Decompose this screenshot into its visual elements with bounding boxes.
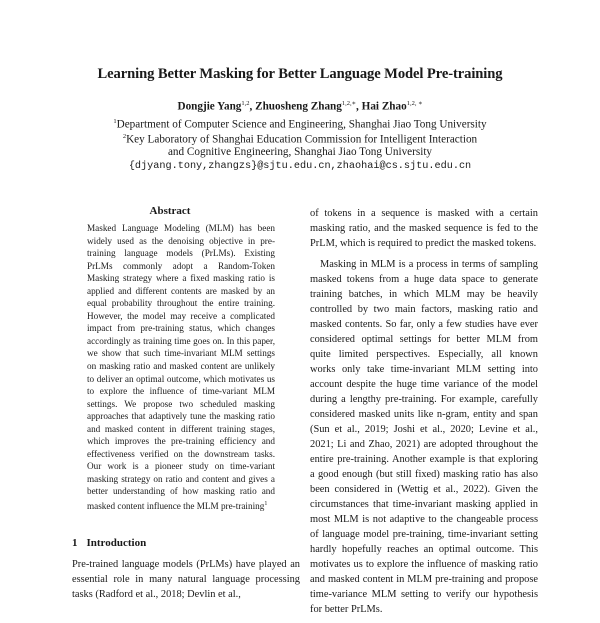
abstract-heading: Abstract: [149, 205, 191, 217]
footnote-mark: 1: [264, 501, 268, 508]
affiliation-line: [0, 146, 600, 159]
introduction-paragraph: Pre-trained language models (PrLMs) have played an essential role in many natural language processing tasks (Radford et al., 2018; Devlin et al.,: [72, 559, 300, 600]
paper-title: Learning Better Masking for Better Language Model Pre-training: [97, 66, 503, 82]
author-emails: {djyang.tony,zhangzs}@sjtu.edu.cn,zhaohai@cs.sjtu.edu.cn: [128, 161, 472, 172]
affiliation-text: Key Laboratory of Shanghai Education Commission for Intelligent Interaction: [126, 133, 478, 146]
author-affil-mark: 1,2,∗: [341, 100, 357, 107]
affiliation-text: Department of Computer Science and Engineering, Shanghai Jiao Tong University: [116, 118, 487, 131]
affiliation-mark: 1: [113, 118, 117, 125]
right-column: [310, 206, 538, 623]
affiliation-line: [0, 130, 600, 147]
author-affil-mark: 1,2: [241, 100, 250, 107]
section-title: Introduction: [86, 537, 147, 549]
author-name: Hai Zhao: [361, 100, 407, 113]
author-name: Zhuosheng Zhang: [255, 100, 342, 113]
affiliation-mark: 2: [122, 133, 127, 140]
author-name: Dongjie Yang: [177, 100, 242, 113]
paragraph: Masking in MLM is a process in terms of sampling masked tokens from a huge data space to generate training batches, in which MLM may be heavily controlled by two main factors, masking ratio and masked contents. So far, only a few studies have ever considered optimal settings for better MLM from quite limited perspectives. Especially, all known works only take time-invariant MLM setting into account despite the huge time variance of the model during a lengthy pre-training. For example, carefully considered masked units like n-gram, entity and span (Sun et al., 2019; Joshi et al., 2020; Levine et al., 2021; Li and Zhao, 2021) are adopted throughout the entire pre-training. Another example is that exploring a good enough (but still fixed) masking ratio has also been considered in (Wettig et al., 2022). Given the circumstances that time-invariant masking applied in most MLM is not adaptive to the changeable process of language model pre-training, time-invariant setting hardly hopefully reaches an optimal outcome. This motivates us to explore the influence of masking ratio and masked content in MLM pre-training and propose time-variance MLM setting to verify our hypothesis for better PrLMs.: [310, 259, 538, 615]
author-affil-mark: 1,2, ∗: [406, 100, 423, 107]
abstract-body: [87, 222, 275, 513]
abstract-text: Masked Language Modeling (MLM) has been widely used as the denoising objective in pre-training language models (PrLMs). Existing PrLMs commonly adopt a Random-Token Masking strategy where a fixed masking ratio is applied and different contents are masked by an equal probability throughout the entire training. However, the model may receive a complicated impact from pre-training status, which changes accordingly as training time goes on. In this paper, we show that such time-invariant MLM settings on masking ratio and masked content are unlikely to deliver an optimal outcome, which motivates us to explore the influence of time-variant MLM settings. We propose two scheduled masking approaches that adaptively tune the masking ratio and masked content in different training stages, which improves the pre-training efficiency and effectiveness verified on the downstream tasks. Our work is a pioneer study on time-variant masking strategy on ratio and content and gives a better understanding of how masking ratio and masked content influence the MLM pre-training: [87, 223, 275, 512]
author-list: Dongjie Yang$^{1,2}$, Zhuosheng Zhang$^{1,2,∗}$, Hai Zhao$^{1,2, ∗}$: [177, 100, 423, 113]
section-number: 1: [72, 537, 78, 549]
affiliation-text: and Cognitive Engineering, Shanghai Jiao Tong University: [167, 146, 433, 158]
section-heading-introduction: [72, 537, 146, 549]
paragraph: of tokens in a sequence is masked with a certain masking ratio, and the masked sequence is fed to the PrLM, which is required to predict the masked tokens.: [310, 208, 538, 249]
